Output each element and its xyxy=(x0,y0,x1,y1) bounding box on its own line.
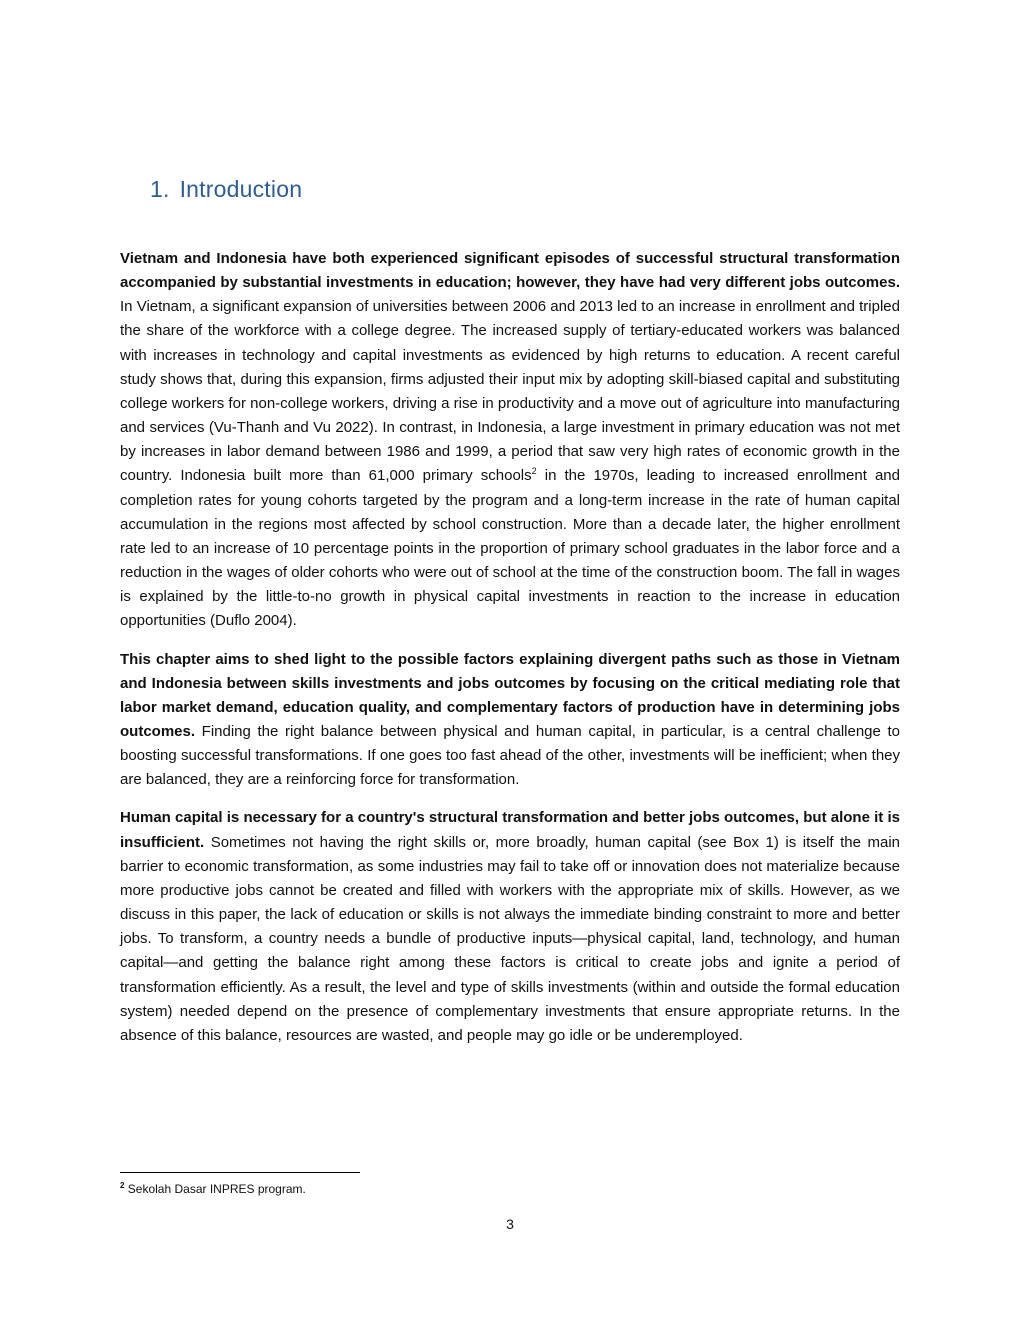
paragraph-2-lead: This chapter aims to shed light to the possible factors explaining divergent paths such as those in Vietnam and Indonesia between skills investments and jobs outcomes by focusing on the critical mediating role that labor market demand, education quality, and complementary factors of production have in determining jobs outcomes. xyxy=(120,650,900,740)
paragraph-2-text: Finding the right balance between physical and human capital, in particular, is a central challenge to boosting successful transformations. If one goes too fast ahead of the other, investments will be inefficient; when they are balanced, they are a reinforcing force for transformation. xyxy=(120,722,900,789)
paragraph-1 xyxy=(120,247,900,634)
paragraph-1-lead: Vietnam and Indonesia have both experienced significant episodes of successful structural transformation accompanied by substantial investments in education; however, they have had very different jobs outcomes. xyxy=(120,250,900,292)
paragraph-3 xyxy=(120,806,900,1048)
footnote-marker: 2 xyxy=(120,1181,125,1190)
footnote-text: Sekolah Dasar INPRES program. xyxy=(124,1182,306,1196)
paragraph-3-lead: Human capital is necessary for a country's structural transformation and better jobs outcomes, but alone it is insufficient. xyxy=(120,809,900,851)
paragraph-2 xyxy=(120,648,900,793)
section-title: Introduction xyxy=(179,176,303,202)
section-heading xyxy=(150,176,302,203)
paragraph-1-text: In Vietnam, a significant expansion of universities between 2006 and 2013 led to an increase in enrollment and tripled the share of the workforce with a college degree. The increased supply of tertiary-educated workers was balanced with increases in technology and capital investments as evidenced by high returns to education. A recent careful study shows that, during this expansion, firms adjusted their input mix by adopting skill-biased capital and substituting college workers for non-college workers, driving a rise in productivity and a move out of agriculture into manufacturing and services (Vu-Thanh and Vu 2022). In contrast, in Indonesia, a large investment in primary education was not met by increases in labor demand between 1986 and 1999, a period that saw very high rates of economic growth in the country. Indonesia built more than 61,000 primary schools xyxy=(120,298,900,485)
body-text xyxy=(120,247,900,1062)
page-number: 3 xyxy=(506,1216,514,1232)
paragraph-3-text: Sometimes not having the right skills or, more broadly, human capital (see Box 1) is itself the main barrier to economic transformation, as some industries may fail to take off or innovation does not materialize because more productive jobs cannot be created and filled with workers with the appropriate mix of skills. However, as we discuss in this paper, the lack of education or skills is not always the immediate binding constraint to more and better jobs. To transform, a country needs a bundle of productive inputs—physical capital, land, technology, and human capital—and getting the balance right among these factors is critical to create jobs and ignite a period of transformation efficiently. As a result, the level and type of skills investments (within and outside the formal education system) needed depend on the presence of complementary investments that ensure appropriate returns. In the absence of this balance, resources are wasted, and people may go idle or be underemployed. xyxy=(120,833,900,1044)
footnote xyxy=(120,1182,306,1196)
footnote-ref-2[interactable]: 2 xyxy=(531,466,537,477)
footnote-separator xyxy=(120,1172,360,1173)
section-number: 1. xyxy=(150,176,170,202)
paragraph-1-text-cont: in the 1970s, leading to increased enrollment and completion rates for young cohorts targeted by the program and a long-term increase in the rate of human capital accumulation in the regions most affected by school construction. More than a decade later, the higher enrollment rate led to an increase of 10 percentage points in the proportion of primary school graduates in the labor force and a reduction in the wages of older cohorts who were out of school at the time of the construction boom. The fall in wages is explained by the little-to-no growth in physical capital investments in reaction to the increase in education opportunities (Duflo 2004). xyxy=(120,467,900,630)
